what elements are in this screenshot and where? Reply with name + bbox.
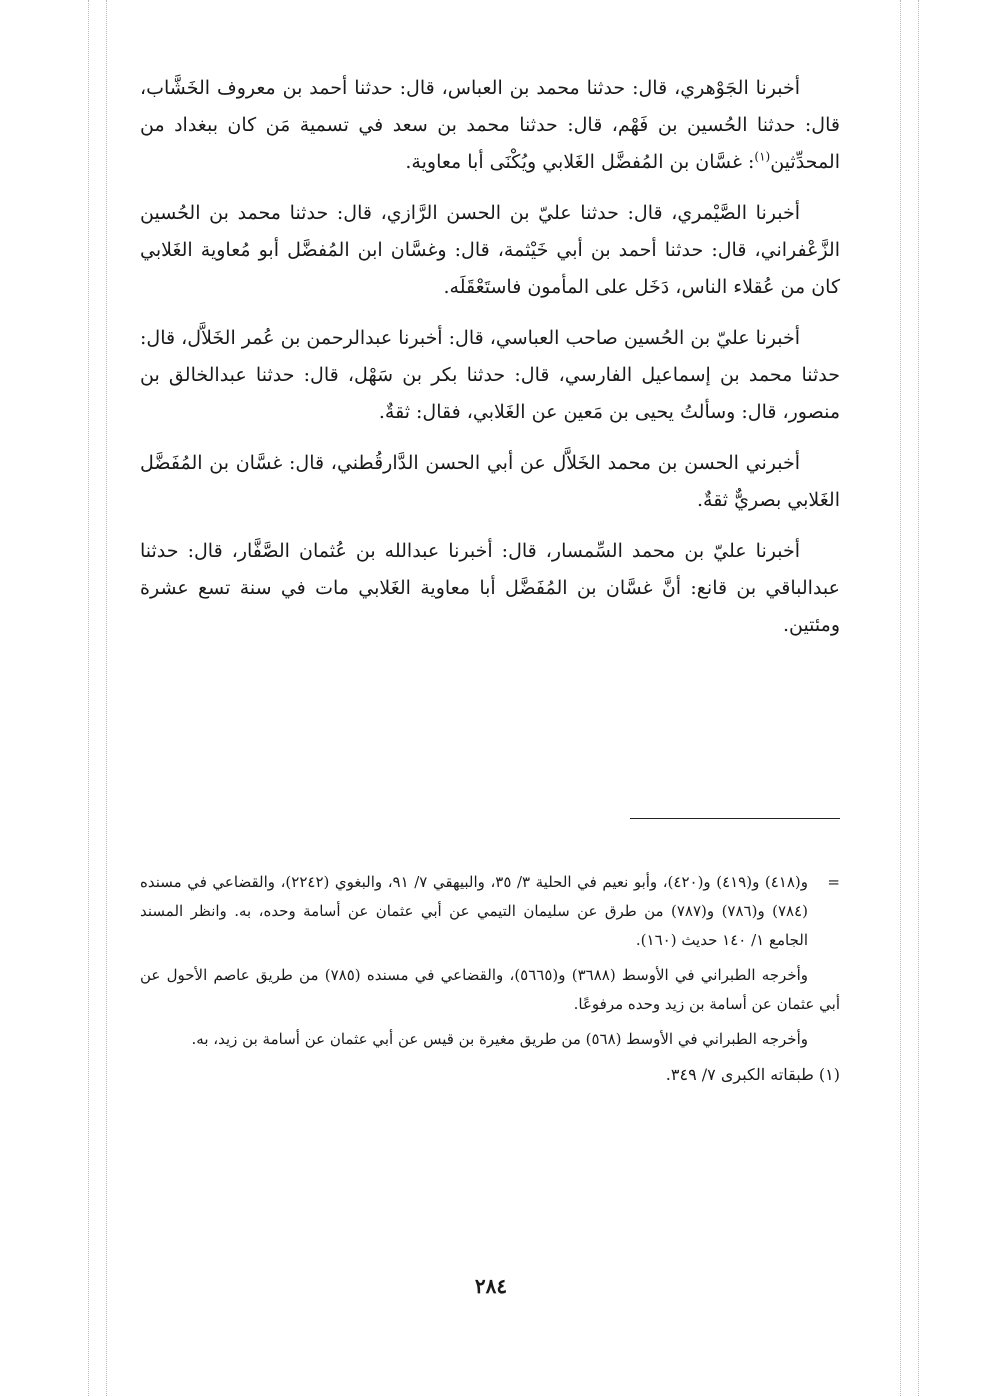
paragraph-text: : غسَّان بن المُفضَّل الغَلابي ويُكْنَى أبا معاوية. bbox=[405, 151, 755, 173]
page-number: ٢٨٤ bbox=[474, 1274, 508, 1298]
paragraph-5: أخبرنا عليّ بن محمد السِّمسار، قال: أخبرنا عبدالله بن عُثمان الصَّفَّار، قال: حدثنا عبدالباقي بن قانع: أنَّ غسَّان بن المُفَضَّل أبا معاوية الغَلابي مات في سنة تسع عشرة ومئتين. bbox=[140, 540, 840, 636]
paragraph-4: أخبرني الحسن بن محمد الخَلاَّل عن أبي الحسن الدَّارقُطني، قال: غسَّان بن المُفَضَّل الغَلابي بصريٌّ ثقةٌ. bbox=[140, 452, 840, 511]
paragraph-3: أخبرنا عليّ بن الحُسين صاحب العباسي، قال: أخبرنا عبدالرحمن بن عُمر الخَلاَّل، قال: حدثنا محمد بن إسماعيل الفارسي، قال: حدثنا بكر بن سَهْل، قال: حدثنا عبدالخالق بن منصور، قال: وسألتُ يحيى بن مَعين عن الغَلابي، فقال: ثقةٌ. bbox=[140, 327, 840, 423]
main-text bbox=[140, 70, 840, 644]
footnote-paragraph: وأخرجه الطبراني في الأوسط (٥٦٨) من طريق مغيرة بن قيس عن أبي عثمان عن أسامة بن زيد، به. bbox=[191, 1030, 808, 1048]
footnote-divider bbox=[630, 818, 840, 819]
paragraph-1 bbox=[140, 70, 840, 181]
paragraph-2: أخبرنا الصَّيْمري، قال: حدثنا عليّ بن الحسن الرَّازي، قال: حدثنا محمد بن الحُسين الزَّعْفراني، قال: حدثنا أحمد بن أبي خَيْثمة، قال: وغسَّان ابن المُفضَّل أبو مُعاوية الغَلابي كان من عُقلاء الناس، دَخَل على المأمون فاستَعْقَلَه. bbox=[140, 202, 840, 298]
footnote-continuation bbox=[140, 868, 840, 955]
continuation-mark: = bbox=[827, 873, 840, 891]
paragraph-text: أخبرنا الجَوْهري، قال: حدثنا محمد بن العباس، قال: حدثنا أحمد بن معروف الخَشَّاب، قال: حدثنا الحُسين بن فَهْم، قال: حدثنا محمد بن سعد في تسمية مَن كان ببغداد من المحدِّثين bbox=[140, 77, 840, 173]
scan-margin-line bbox=[88, 0, 89, 1396]
scan-margin-line bbox=[918, 0, 919, 1396]
footnotes bbox=[140, 868, 840, 1095]
scan-margin-line bbox=[106, 0, 107, 1396]
footnote-1: (١) طبقاته الكبرى ٧/ ٣٤٩. bbox=[665, 1065, 840, 1084]
scan-margin-line bbox=[900, 0, 901, 1396]
footnote-reference[interactable]: (١) bbox=[754, 149, 771, 164]
footnote-paragraph: وأخرجه الطبراني في الأوسط (٣٦٨٨) و(٥٦٦٥)، والقضاعي في مسنده (٧٨٥) من طريق عاصم الأحول عن أبي عثمان عن أسامة بن زيد وحده مرفوعًا. bbox=[140, 966, 840, 1013]
footnote-text: و(٤١٨) و(٤١٩) و(٤٢٠)، وأبو نعيم في الحلية ٣/ ٣٥، والبيهقي ٧/ ٩١، والبغوي (٢٢٤٢)، والقضاعي في مسنده (٧٨٤) و(٧٨٦) و(٧٨٧) من طرق عن سليمان التيمي عن أبي عثمان عن أسامة وحده، به. وانظر المسند الجامع ١/ ١٤٠ حديث (١٦٠). bbox=[140, 873, 809, 949]
